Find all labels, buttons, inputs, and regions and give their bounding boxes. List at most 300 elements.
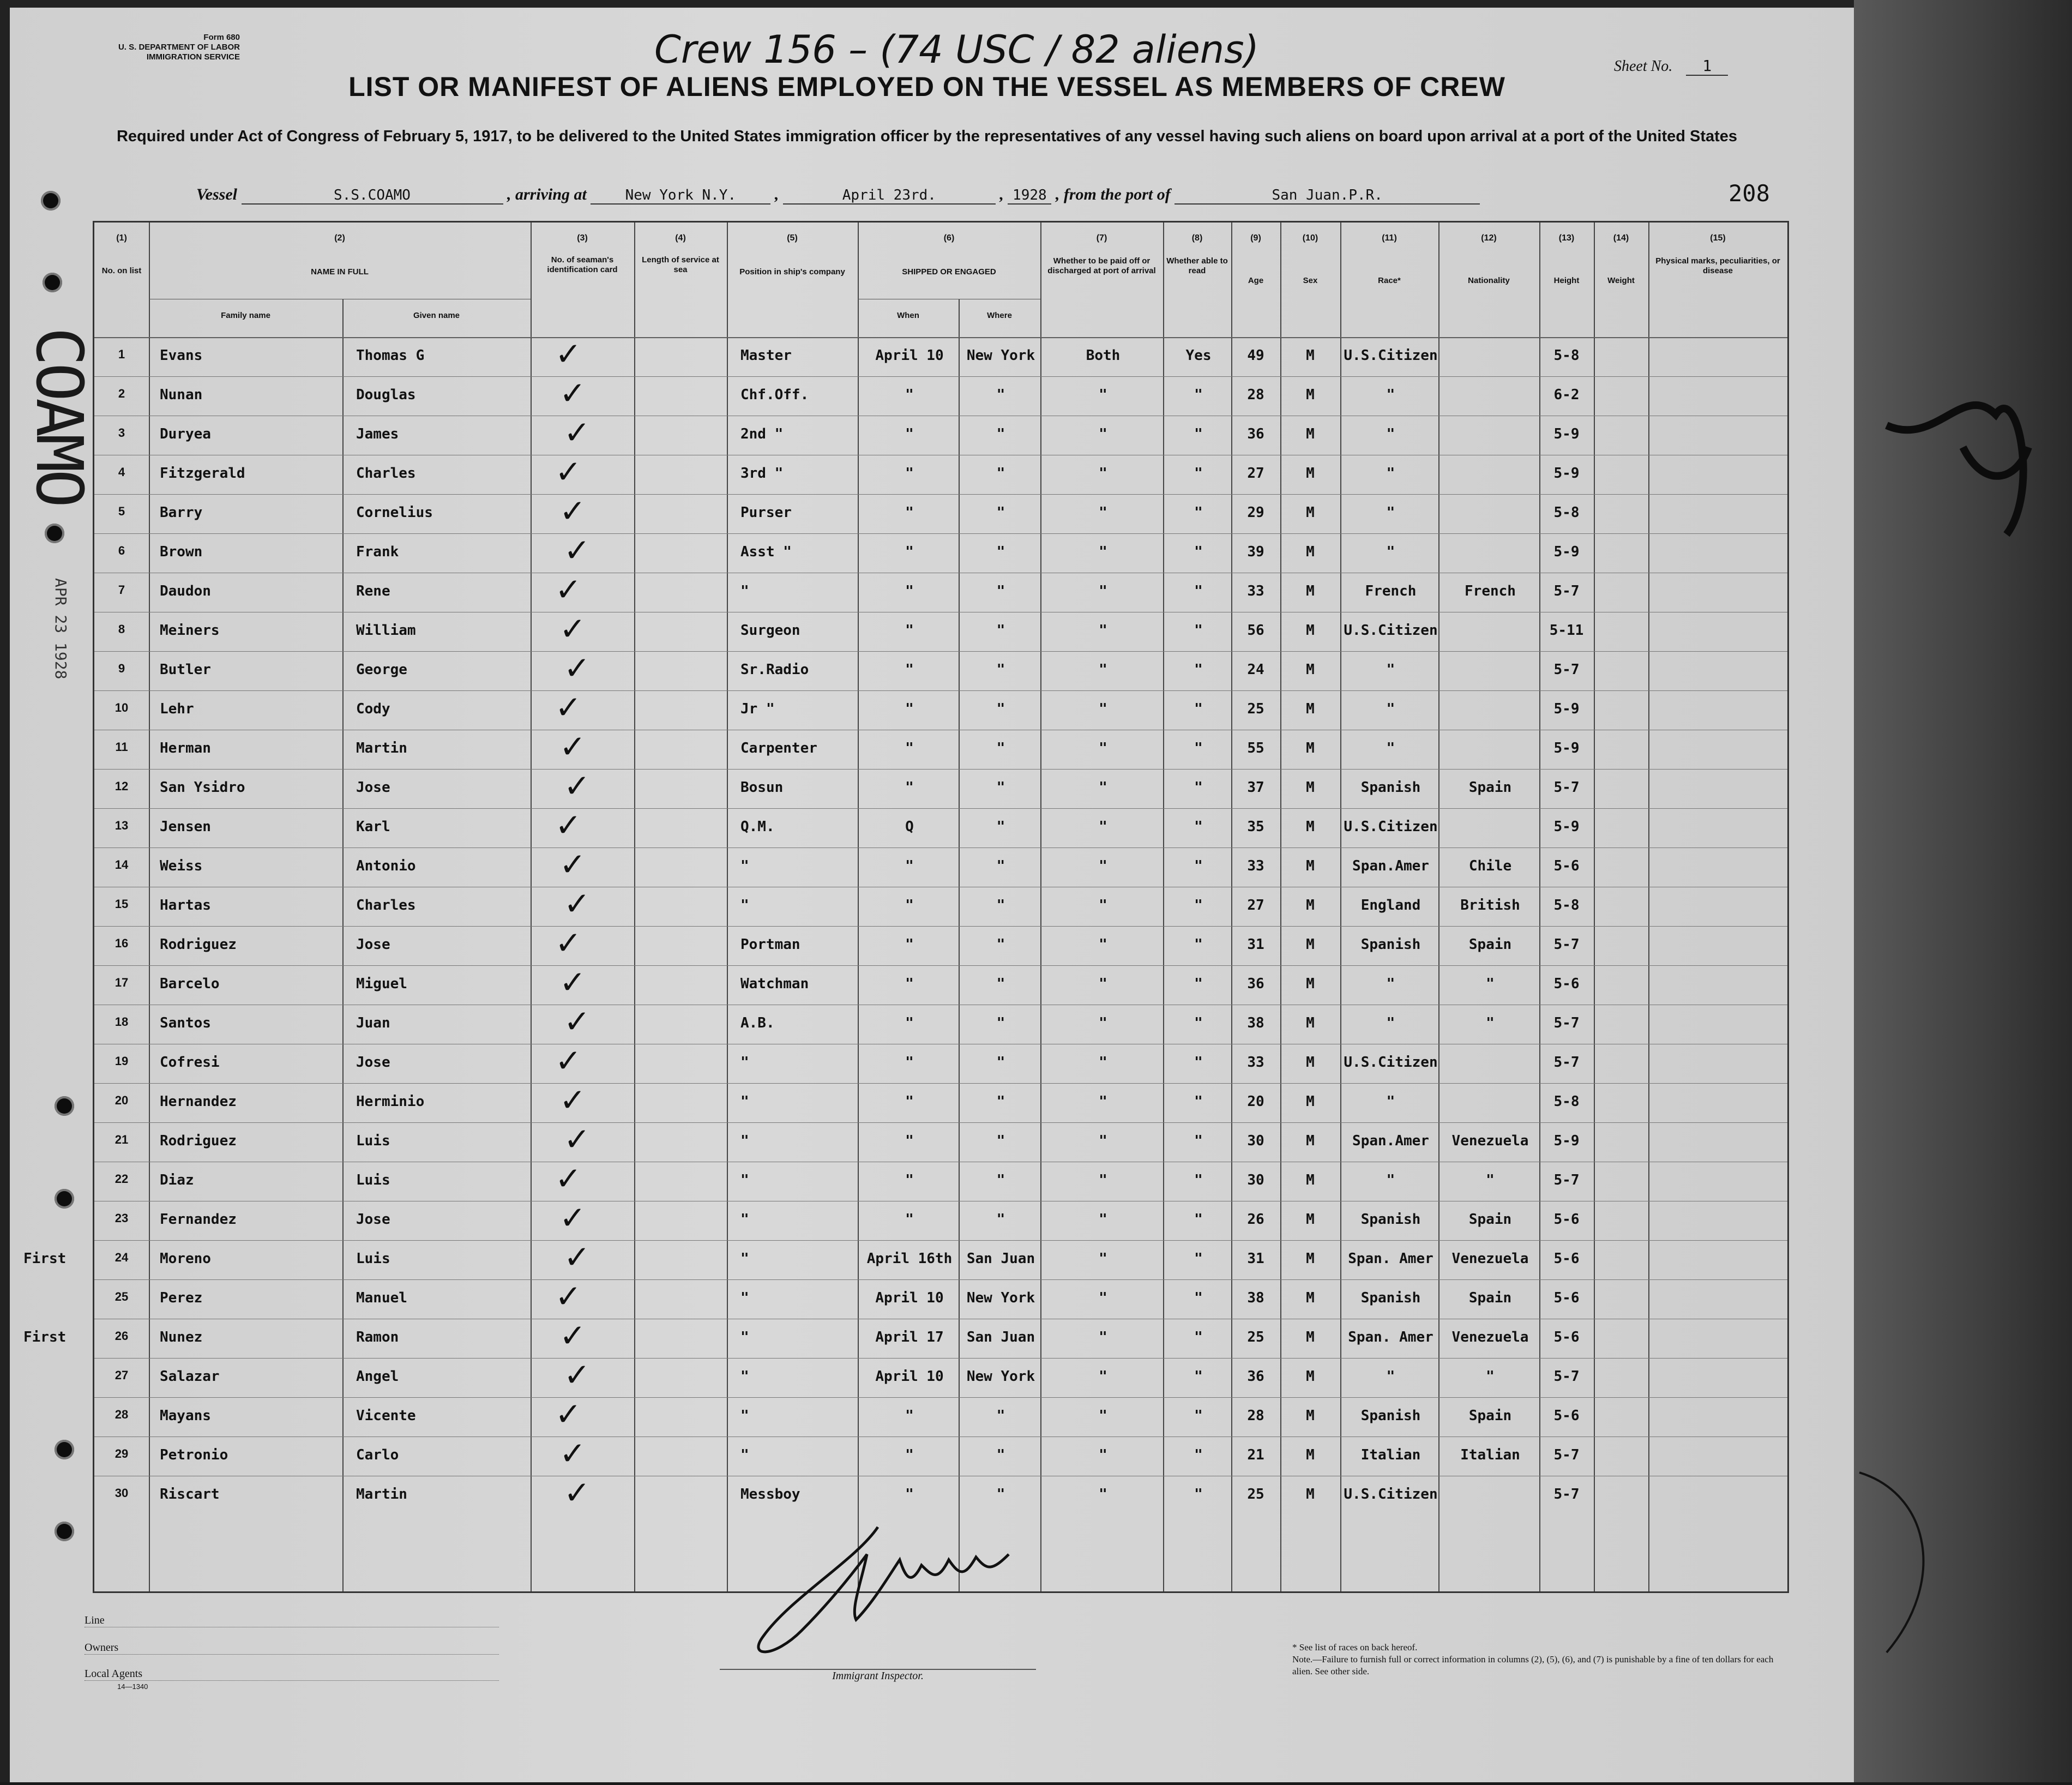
table-row bbox=[94, 376, 1787, 416]
family-name: Moreno bbox=[160, 1251, 211, 1267]
age: 26 bbox=[1247, 1211, 1264, 1228]
height: 5-8 bbox=[1553, 897, 1580, 913]
shipped-when: " bbox=[905, 583, 914, 599]
sex: M bbox=[1306, 1172, 1315, 1188]
sex: M bbox=[1306, 976, 1315, 992]
position: " bbox=[740, 1251, 749, 1267]
position: " bbox=[740, 858, 749, 874]
paid-off: " bbox=[1099, 387, 1107, 403]
able-to-read: " bbox=[1194, 1211, 1203, 1228]
punch-hole bbox=[55, 1440, 74, 1459]
able-to-read: " bbox=[1194, 387, 1203, 403]
header-nationality: Nationality bbox=[1468, 276, 1510, 285]
sex: M bbox=[1306, 936, 1315, 953]
paid-off: " bbox=[1099, 858, 1107, 874]
table-row bbox=[94, 533, 1787, 573]
age: 31 bbox=[1247, 1251, 1264, 1267]
shipped-when: " bbox=[905, 504, 914, 521]
check-mark-icon: ✓ bbox=[555, 689, 582, 726]
race: U.S.Citizen bbox=[1344, 622, 1438, 639]
nationality: Venezuela bbox=[1451, 1251, 1529, 1267]
able-to-read: " bbox=[1194, 1368, 1203, 1385]
check-mark-icon: ✓ bbox=[555, 924, 582, 961]
shipped-where: New York bbox=[966, 347, 1035, 364]
sex: M bbox=[1306, 858, 1315, 874]
row-number: 7 bbox=[118, 583, 125, 597]
position: 3rd " bbox=[740, 465, 784, 482]
header-where: Where bbox=[987, 311, 1012, 320]
age: 56 bbox=[1247, 622, 1264, 639]
family-name: Perez bbox=[160, 1290, 203, 1306]
age: 35 bbox=[1247, 819, 1264, 835]
col-num-5: (5) bbox=[787, 233, 798, 243]
able-to-read: " bbox=[1194, 976, 1203, 992]
sex: M bbox=[1306, 1486, 1315, 1502]
position: Sr.Radio bbox=[740, 662, 809, 678]
col-num-9: (9) bbox=[1250, 233, 1261, 243]
check-mark-icon: ✓ bbox=[555, 1396, 582, 1433]
position: " bbox=[740, 1408, 749, 1424]
vessel-name: S.S.COAMO bbox=[242, 187, 503, 205]
given-name: Manuel bbox=[356, 1290, 407, 1306]
family-name: Salazar bbox=[160, 1368, 220, 1385]
age: 25 bbox=[1247, 1486, 1264, 1502]
family-name: Meiners bbox=[160, 622, 220, 639]
age: 28 bbox=[1247, 1408, 1264, 1424]
form-identifier bbox=[87, 33, 240, 62]
shipped-where: " bbox=[996, 1133, 1005, 1149]
sheet-number-value: 1 bbox=[1686, 57, 1728, 76]
family-name: San Ysidro bbox=[160, 779, 245, 796]
first-trip-note: First bbox=[23, 1329, 67, 1345]
check-mark-icon: ✓ bbox=[555, 1042, 582, 1079]
position: Portman bbox=[740, 936, 800, 953]
shipped-when: April 16th bbox=[866, 1251, 953, 1267]
height: 5-6 bbox=[1553, 976, 1580, 992]
sex: M bbox=[1306, 583, 1315, 599]
punch-hole bbox=[41, 191, 61, 211]
position: " bbox=[740, 583, 749, 599]
row-number: 25 bbox=[115, 1290, 129, 1303]
position: " bbox=[740, 1211, 749, 1228]
shipped-where: " bbox=[996, 504, 1005, 521]
given-name: Thomas G bbox=[356, 347, 425, 364]
family-name: Mayans bbox=[160, 1408, 211, 1424]
sex: M bbox=[1306, 897, 1315, 913]
height: 5-8 bbox=[1553, 1093, 1580, 1110]
able-to-read: " bbox=[1194, 1447, 1203, 1463]
shipped-when: " bbox=[905, 779, 914, 796]
paid-off: " bbox=[1099, 465, 1107, 482]
shipped-when: " bbox=[905, 1172, 914, 1188]
shipped-where: " bbox=[996, 465, 1005, 482]
inspector-signature bbox=[725, 1494, 1074, 1674]
age: 30 bbox=[1247, 1133, 1264, 1149]
able-to-read: " bbox=[1194, 779, 1203, 796]
age: 27 bbox=[1247, 897, 1264, 913]
check-mark-icon: ✓ bbox=[559, 1199, 586, 1236]
paid-off: " bbox=[1099, 1054, 1107, 1071]
shipped-where: " bbox=[996, 1447, 1005, 1463]
race: Span.Amer bbox=[1352, 858, 1429, 874]
position: Messboy bbox=[740, 1486, 800, 1502]
race: Spanish bbox=[1360, 1290, 1421, 1306]
paid-off: " bbox=[1099, 1408, 1107, 1424]
nationality: Spain bbox=[1468, 779, 1512, 796]
col-num-12: (12) bbox=[1481, 233, 1497, 243]
race: Span.Amer bbox=[1352, 1133, 1429, 1149]
row-number: 16 bbox=[115, 936, 129, 950]
able-to-read: " bbox=[1194, 897, 1203, 913]
sex: M bbox=[1306, 465, 1315, 482]
age: 36 bbox=[1247, 976, 1264, 992]
shipped-when: " bbox=[905, 976, 914, 992]
age: 27 bbox=[1247, 465, 1264, 482]
vessel-line: Vessel S.S.COAMO , arriving at New York N.Y. , April 23rd. , 1928 , from the port of San Juan.P.R. bbox=[196, 185, 1778, 205]
table-row bbox=[94, 1437, 1787, 1476]
stamp-date: APR 23 1928 bbox=[52, 578, 70, 680]
position: " bbox=[740, 1290, 749, 1306]
shipped-when: " bbox=[905, 1447, 914, 1463]
race: U.S.Citizen bbox=[1344, 1054, 1438, 1071]
race: Spanish bbox=[1360, 1211, 1421, 1228]
row-number: 8 bbox=[118, 622, 125, 636]
height: 5-7 bbox=[1553, 583, 1580, 599]
race: England bbox=[1360, 897, 1421, 913]
given-name: Charles bbox=[356, 897, 416, 913]
race: " bbox=[1386, 465, 1395, 482]
handwritten-crew-note: Crew 156 – (74 USC / 82 aliens) bbox=[654, 27, 1259, 72]
given-name: Luis bbox=[356, 1133, 390, 1149]
shipped-where: " bbox=[996, 779, 1005, 796]
paid-off: " bbox=[1099, 1093, 1107, 1110]
sex: M bbox=[1306, 387, 1315, 403]
shipped-when: " bbox=[905, 465, 914, 482]
paid-off: " bbox=[1099, 662, 1107, 678]
table-row bbox=[94, 455, 1787, 495]
arriving-label: , arriving at bbox=[507, 185, 587, 203]
given-name: Cornelius bbox=[356, 504, 433, 521]
shipped-when: " bbox=[905, 1015, 914, 1031]
given-name: Jose bbox=[356, 936, 390, 953]
table-row bbox=[94, 887, 1787, 927]
sex: M bbox=[1306, 504, 1315, 521]
able-to-read: " bbox=[1194, 819, 1203, 835]
table-row bbox=[94, 848, 1787, 887]
col-num-4: (4) bbox=[675, 233, 686, 243]
nationality: Spain bbox=[1468, 1290, 1512, 1306]
family-name: Santos bbox=[160, 1015, 211, 1031]
height: 5-9 bbox=[1553, 1133, 1580, 1149]
row-number: 20 bbox=[115, 1093, 129, 1107]
shipped-where: " bbox=[996, 1054, 1005, 1071]
race: U.S.Citizen bbox=[1344, 819, 1438, 835]
able-to-read: " bbox=[1194, 544, 1203, 560]
age: 39 bbox=[1247, 544, 1264, 560]
nationality: Venezuela bbox=[1451, 1329, 1529, 1345]
shipped-when: " bbox=[905, 426, 914, 442]
able-to-read: " bbox=[1194, 583, 1203, 599]
sex: M bbox=[1306, 426, 1315, 442]
sex: M bbox=[1306, 1211, 1315, 1228]
height: 5-7 bbox=[1553, 1486, 1580, 1502]
able-to-read: " bbox=[1194, 1093, 1203, 1110]
position: Surgeon bbox=[740, 622, 800, 639]
able-to-read: " bbox=[1194, 740, 1203, 756]
shipped-where: " bbox=[996, 1408, 1005, 1424]
able-to-read: " bbox=[1194, 1408, 1203, 1424]
height: 5-6 bbox=[1553, 1329, 1580, 1345]
check-mark-icon: ✓ bbox=[555, 807, 582, 844]
able-to-read: " bbox=[1194, 1329, 1203, 1345]
check-mark-icon: ✓ bbox=[559, 1435, 586, 1472]
race: " bbox=[1386, 544, 1395, 560]
paid-off: " bbox=[1099, 504, 1107, 521]
position: Asst " bbox=[740, 544, 792, 560]
height: 5-11 bbox=[1549, 622, 1584, 639]
sex: M bbox=[1306, 544, 1315, 560]
family-name: Rodriguez bbox=[160, 936, 237, 953]
nationality: Venezuela bbox=[1451, 1133, 1529, 1149]
shipped-where: " bbox=[996, 1211, 1005, 1228]
age: 38 bbox=[1247, 1290, 1264, 1306]
sex: M bbox=[1306, 1408, 1315, 1424]
row-number: 5 bbox=[118, 504, 125, 518]
age: 33 bbox=[1247, 858, 1264, 874]
height: 5-6 bbox=[1553, 858, 1580, 874]
header-family-name: Family name bbox=[221, 311, 270, 320]
row-number: 30 bbox=[115, 1486, 129, 1500]
check-mark-icon: ✓ bbox=[564, 885, 591, 922]
able-to-read: " bbox=[1194, 858, 1203, 874]
given-name: Jose bbox=[356, 779, 390, 796]
table-row bbox=[94, 1005, 1787, 1044]
paid-off: Both bbox=[1086, 347, 1121, 364]
position: Jr " bbox=[740, 701, 775, 717]
height: 5-7 bbox=[1553, 1447, 1580, 1463]
given-name: Frank bbox=[356, 544, 399, 560]
sex: M bbox=[1306, 1093, 1315, 1110]
shipped-when: " bbox=[905, 622, 914, 639]
check-mark-icon: ✓ bbox=[559, 492, 586, 530]
shipped-when: April 17 bbox=[875, 1329, 944, 1345]
col-num-13: (13) bbox=[1558, 233, 1575, 243]
col-num-8: (8) bbox=[1191, 233, 1203, 243]
form-number: Form 680 bbox=[203, 33, 240, 42]
table-row bbox=[94, 690, 1787, 730]
local-agents-field bbox=[85, 1668, 499, 1681]
line-label: Line bbox=[85, 1614, 105, 1626]
row-number: 19 bbox=[115, 1054, 129, 1068]
punch-hole bbox=[45, 524, 64, 543]
height: 5-9 bbox=[1553, 819, 1580, 835]
header-height: Height bbox=[1553, 276, 1580, 285]
age: 36 bbox=[1247, 1368, 1264, 1385]
shipped-where: " bbox=[996, 701, 1005, 717]
position: " bbox=[740, 1093, 749, 1110]
row-number: 12 bbox=[115, 779, 129, 793]
page-number-handwritten: 208 bbox=[1728, 180, 1770, 207]
check-mark-icon: ✓ bbox=[559, 846, 586, 883]
paid-off: " bbox=[1099, 1015, 1107, 1031]
shipped-when: April 10 bbox=[875, 1290, 944, 1306]
row-number: 4 bbox=[118, 465, 125, 479]
age: 37 bbox=[1247, 779, 1264, 796]
shipped-when: " bbox=[905, 1211, 914, 1228]
shipped-when: " bbox=[905, 1486, 914, 1502]
age: 36 bbox=[1247, 426, 1264, 442]
table-row bbox=[94, 1397, 1787, 1437]
sex: M bbox=[1306, 1251, 1315, 1267]
sex: M bbox=[1306, 1290, 1315, 1306]
row-number: 6 bbox=[118, 544, 125, 557]
shipped-when: " bbox=[905, 701, 914, 717]
nationality: " bbox=[1486, 1015, 1495, 1031]
row-number: 14 bbox=[115, 858, 129, 872]
row-number: 26 bbox=[115, 1329, 129, 1343]
header-id-card: No. of seaman's identification card bbox=[547, 255, 618, 274]
given-name: George bbox=[356, 662, 407, 678]
sex: M bbox=[1306, 1329, 1315, 1345]
paid-off: " bbox=[1099, 1486, 1107, 1502]
check-mark-icon: ✓ bbox=[555, 1160, 582, 1197]
check-mark-icon: ✓ bbox=[564, 1121, 591, 1158]
check-mark-icon: ✓ bbox=[564, 1003, 591, 1040]
table-row bbox=[94, 769, 1787, 809]
age: 28 bbox=[1247, 387, 1264, 403]
able-to-read: " bbox=[1194, 1054, 1203, 1071]
arrival-date: April 23rd. bbox=[783, 187, 996, 205]
shipped-where: New York bbox=[966, 1368, 1035, 1385]
shipped-where: " bbox=[996, 858, 1005, 874]
sex: M bbox=[1306, 779, 1315, 796]
able-to-read: " bbox=[1194, 1133, 1203, 1149]
shipped-where: " bbox=[996, 936, 1005, 953]
row-number: 11 bbox=[115, 740, 128, 754]
race: Spanish bbox=[1360, 936, 1421, 953]
race: " bbox=[1386, 976, 1395, 992]
table-row bbox=[94, 416, 1787, 455]
first-trip-note: First bbox=[23, 1251, 67, 1267]
age: 29 bbox=[1247, 504, 1264, 521]
sex: M bbox=[1306, 819, 1315, 835]
table-row bbox=[23, 1239, 1787, 1280]
able-to-read: Yes bbox=[1185, 347, 1212, 364]
shipped-where: " bbox=[996, 622, 1005, 639]
height: 5-7 bbox=[1553, 1054, 1580, 1071]
able-to-read: " bbox=[1194, 622, 1203, 639]
position: " bbox=[740, 1133, 749, 1149]
sex: M bbox=[1306, 347, 1315, 364]
sex: M bbox=[1306, 1133, 1315, 1149]
col-num-7: (7) bbox=[1096, 233, 1107, 243]
height: 5-9 bbox=[1553, 740, 1580, 756]
row-number: 18 bbox=[115, 1015, 129, 1029]
page-subtitle: Required under Act of Congress of February 5, 1917, to be delivered to the United States immigration officer by the representatives of any vessel having such aliens on board upon arrival at a port of the United States bbox=[116, 128, 1738, 145]
sex: M bbox=[1306, 1368, 1315, 1385]
race: " bbox=[1386, 1368, 1395, 1385]
paid-off: " bbox=[1099, 1251, 1107, 1267]
shipped-when: " bbox=[905, 1093, 914, 1110]
position: A.B. bbox=[740, 1015, 775, 1031]
able-to-read: " bbox=[1194, 1486, 1203, 1502]
punch-hole bbox=[43, 273, 62, 292]
check-mark-icon: ✓ bbox=[555, 1278, 582, 1315]
paid-off: " bbox=[1099, 936, 1107, 953]
check-mark-icon: ✓ bbox=[564, 650, 591, 687]
age: 38 bbox=[1247, 1015, 1264, 1031]
shipped-when: " bbox=[905, 897, 914, 913]
dark-scan-margin bbox=[1854, 0, 2072, 1782]
race: Italian bbox=[1360, 1447, 1421, 1463]
race: Spanish bbox=[1360, 1408, 1421, 1424]
given-name: Miguel bbox=[356, 976, 407, 992]
header-race: Race* bbox=[1378, 276, 1401, 285]
local-agents-label: Local Agents bbox=[85, 1668, 143, 1680]
race: French bbox=[1365, 583, 1417, 599]
able-to-read: " bbox=[1194, 426, 1203, 442]
nationality: Spain bbox=[1468, 936, 1512, 953]
height: 5-9 bbox=[1553, 465, 1580, 482]
table-row bbox=[94, 926, 1787, 966]
sex: M bbox=[1306, 1054, 1315, 1071]
shipped-where: San Juan bbox=[966, 1329, 1035, 1345]
given-name: William bbox=[356, 622, 416, 639]
row-number: 2 bbox=[118, 387, 125, 400]
vessel-label: Vessel bbox=[196, 185, 237, 203]
height: 5-7 bbox=[1553, 779, 1580, 796]
header-no-on-list: No. on list bbox=[101, 266, 142, 275]
shipped-where: New York bbox=[966, 1290, 1035, 1306]
nationality: Chile bbox=[1468, 858, 1512, 874]
paid-off: " bbox=[1099, 426, 1107, 442]
table-row bbox=[23, 1317, 1787, 1359]
paid-off: " bbox=[1099, 819, 1107, 835]
family-name: Fitzgerald bbox=[160, 465, 245, 482]
check-mark-icon: ✓ bbox=[555, 335, 582, 372]
sheet-label: Sheet No. bbox=[1614, 58, 1673, 75]
position: Watchman bbox=[740, 976, 809, 992]
shipped-when: " bbox=[905, 858, 914, 874]
row-number: 15 bbox=[115, 897, 129, 911]
shipped-where: " bbox=[996, 897, 1005, 913]
row-number: 10 bbox=[115, 701, 129, 714]
age: 21 bbox=[1247, 1447, 1264, 1463]
family-name: Cofresi bbox=[160, 1054, 220, 1071]
family-name: Duryea bbox=[160, 426, 211, 442]
race: " bbox=[1386, 701, 1395, 717]
family-name: Nunan bbox=[160, 387, 203, 403]
check-mark-icon: ✓ bbox=[564, 767, 591, 804]
given-name: Ramon bbox=[356, 1329, 399, 1345]
sex: M bbox=[1306, 662, 1315, 678]
shipped-when: " bbox=[905, 544, 914, 560]
family-name: Diaz bbox=[160, 1172, 194, 1188]
position: " bbox=[740, 1447, 749, 1463]
arrival-port: New York N.Y. bbox=[591, 187, 770, 205]
given-name: James bbox=[356, 426, 399, 442]
shipped-where: " bbox=[996, 1015, 1005, 1031]
height: 5-7 bbox=[1553, 662, 1580, 678]
age: 30 bbox=[1247, 1172, 1264, 1188]
paid-off: " bbox=[1099, 1172, 1107, 1188]
position: Q.M. bbox=[740, 819, 775, 835]
shipped-when: " bbox=[905, 740, 914, 756]
header-able-read: Whether able to read bbox=[1166, 256, 1228, 275]
family-name: Petronio bbox=[160, 1447, 228, 1463]
position: Purser bbox=[740, 504, 792, 521]
col-num-3: (3) bbox=[577, 233, 588, 243]
